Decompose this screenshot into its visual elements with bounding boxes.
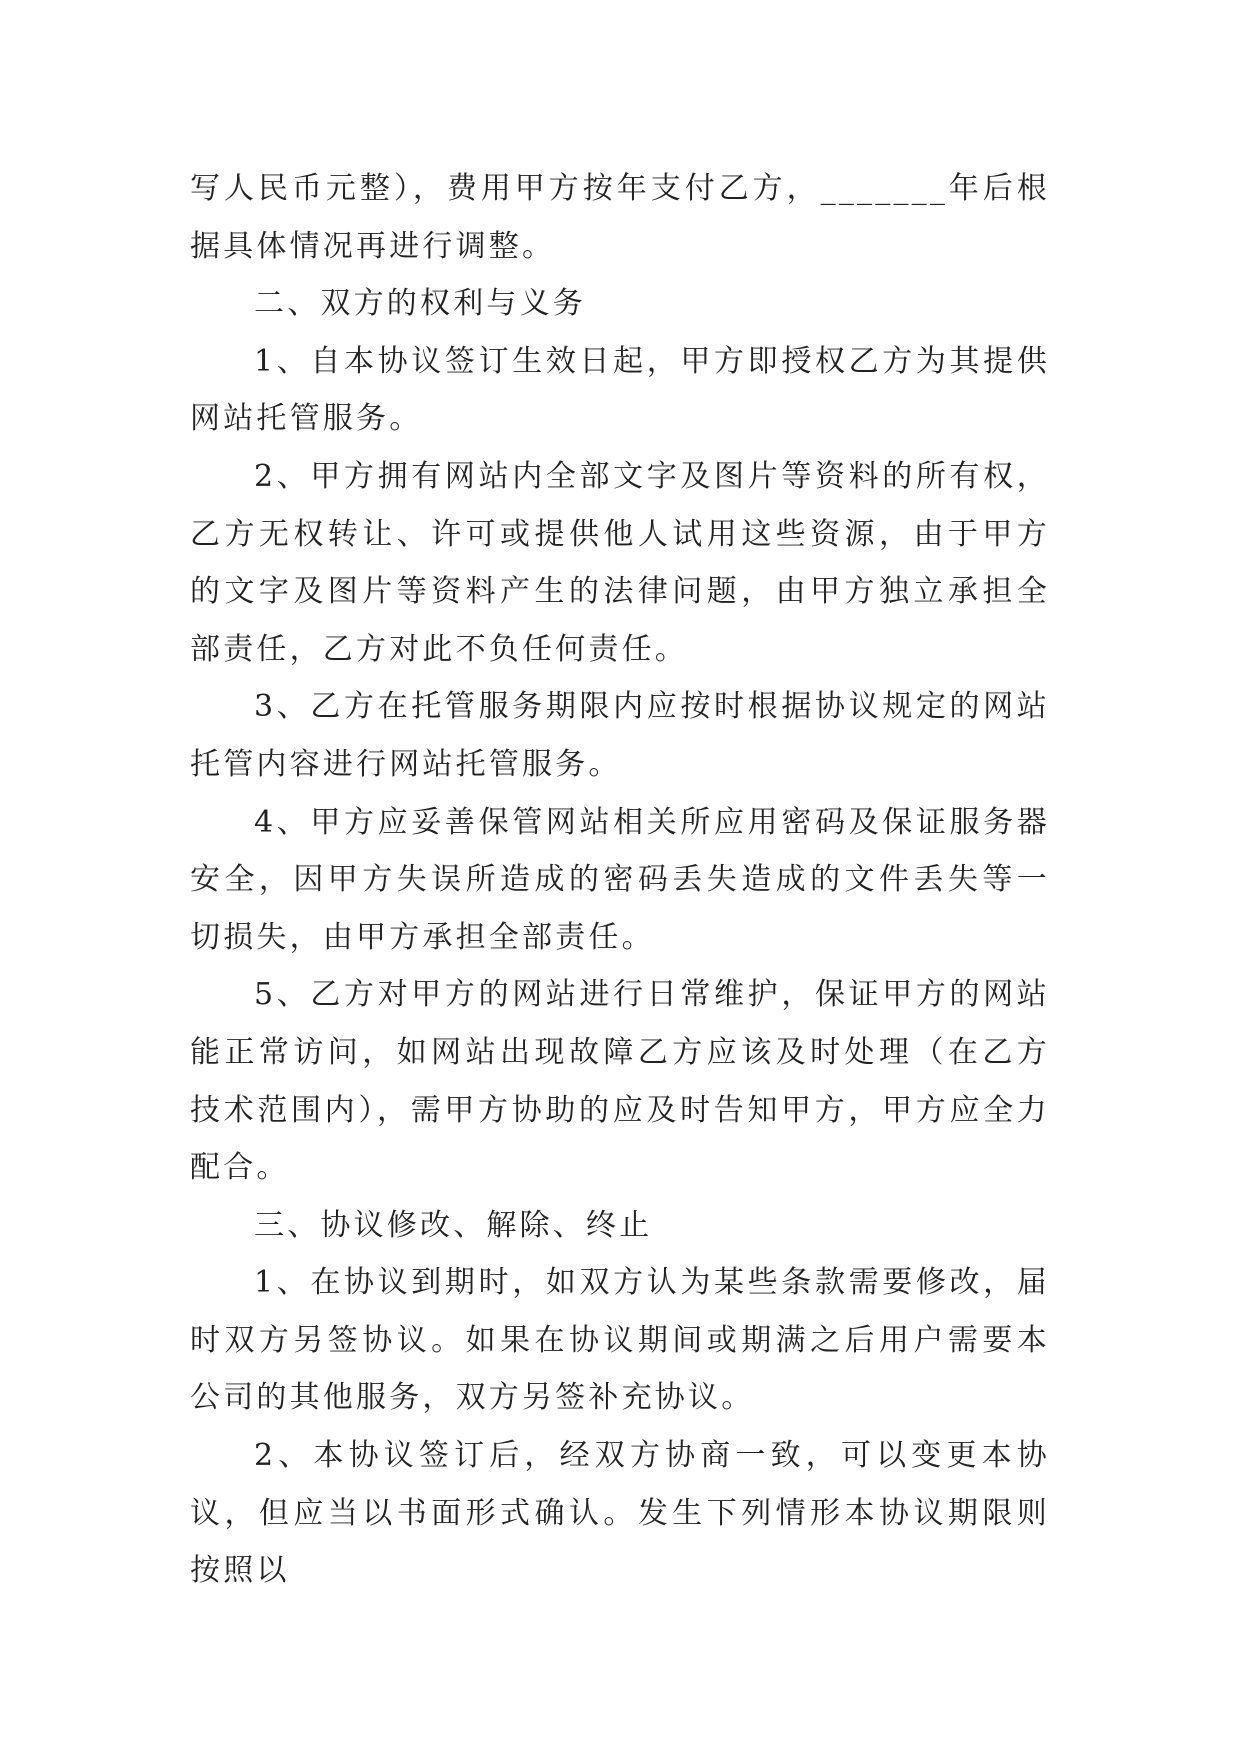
clause-3-2: 2、本协议签订后，经双方协商一致，可以变更本协议，但应当以书面形式确认。发生下列情形本协议期限则按照以 (190, 1438, 1050, 1589)
section-heading-modification-termination: 三、协议修改、解除、终止 (254, 1207, 653, 1243)
clause-2-3: 3、乙方在托管服务期限内应按时根据协议规定的网站托管内容进行网站托管服务。 (190, 689, 1050, 782)
paragraph-fee-payment: 写人民币元整），费用甲方按年支付乙方，_______年后根据具体情况再进行调整。 (190, 171, 1050, 264)
clause-2-4: 4、甲方应妥善保管网站相关所应用密码及保证服务器安全，因甲方失误所造成的密码丢失造成的文件丢失等一切损失，由甲方承担全部责任。 (190, 804, 1050, 955)
section-heading-rights-obligations: 二、双方的权利与义务 (254, 286, 586, 322)
clause-2-1: 1、自本协议签订生效日起，甲方即授权乙方为其提供网站托管服务。 (190, 343, 1050, 437)
document-body (190, 160, 1050, 1600)
clause-2-2: 2、甲方拥有网站内全部文字及图片等资料的所有权，乙方无权转让、许可或提供他人试用这些资源，由于甲方的文字及图片等资料产生的法律问题，由甲方独立承担全部责任，乙方对此不负任何责任。 (190, 458, 1050, 667)
clause-2-5: 5、乙方对甲方的网站进行日常维护，保证甲方的网站能正常访问，如网站出现故障乙方应该及时处理（在乙方技术范围内），需甲方协助的应及时告知甲方，甲方应全力配合。 (190, 977, 1050, 1186)
clause-3-1: 1、在协议到期时，如双方认为某些条款需要修改，届时双方另签协议。如果在协议期间或期满之后用户需要本公司的其他服务，双方另签补充协议。 (190, 1265, 1050, 1416)
